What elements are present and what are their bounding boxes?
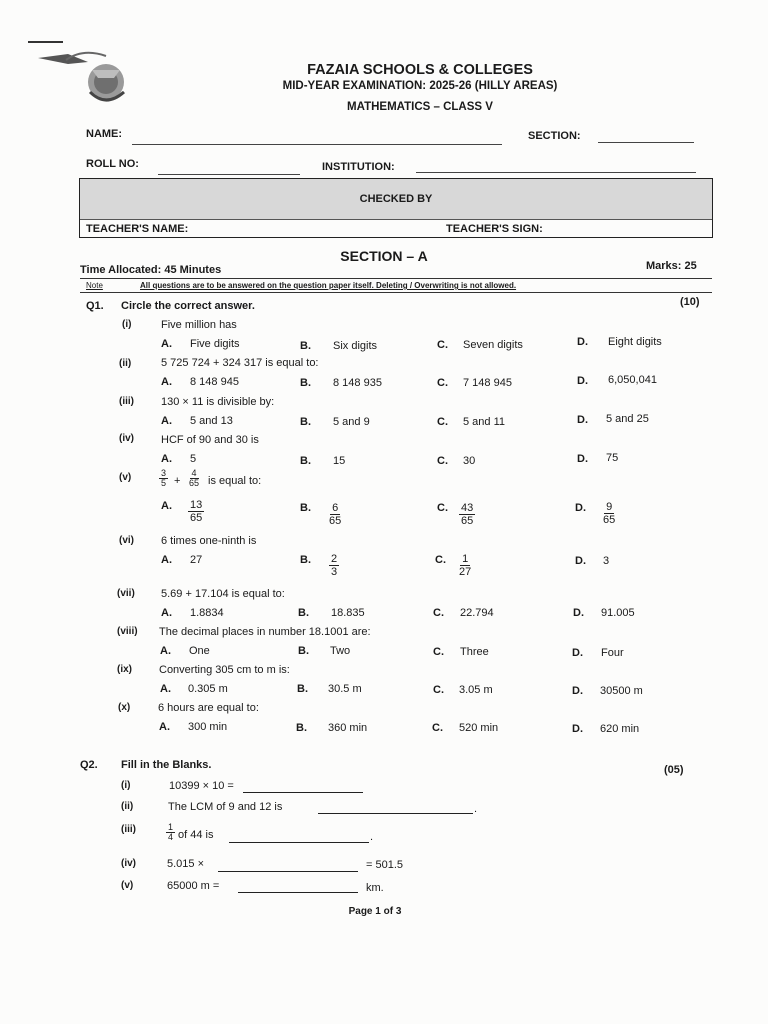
option-letter-d: D. (577, 414, 588, 426)
option-b[interactable]: 360 min (328, 722, 368, 734)
q1-roman: (x) (118, 702, 131, 713)
option-a[interactable]: 0.305 m (188, 683, 228, 695)
option-a[interactable]: 27 (190, 554, 203, 566)
q1-title: Circle the correct answer. (121, 300, 255, 312)
option-letter-a: A. (161, 607, 172, 619)
q2-text-after: km. (366, 882, 384, 894)
fraction-numerator: 43 (461, 502, 474, 514)
option-d[interactable]: Eight digits (608, 336, 662, 348)
option-b[interactable]: Six digits (333, 340, 378, 352)
fraction-numerator: 13 (190, 499, 203, 511)
checked-by-title: CHECKED BY (359, 193, 433, 205)
note-label: Note (86, 281, 103, 290)
option-a[interactable]: 5 and 13 (190, 415, 233, 427)
q2-text: of 44 is (178, 829, 214, 841)
q1-roman: (ii) (119, 358, 132, 369)
fraction-numerator: 6 (332, 502, 339, 514)
q1-number: Q1. (86, 300, 104, 312)
option-letter-b: B. (300, 377, 311, 389)
fraction-numerator: 3 (161, 468, 167, 478)
name-label: NAME: (86, 128, 123, 140)
q2-roman: (iii) (121, 824, 136, 835)
answer-blank[interactable] (229, 842, 369, 843)
marks-total: Marks: 25 (646, 260, 697, 272)
q1-roman: (vi) (119, 535, 134, 546)
q2-text-after: . (370, 831, 374, 843)
option-letter-d: D. (575, 502, 586, 514)
option-letter-a: A. (161, 554, 172, 566)
section-a-title: SECTION – A (340, 248, 428, 264)
option-d[interactable]: 30500 m (600, 685, 643, 697)
option-b[interactable]: 30.5 m (328, 683, 362, 695)
option-c[interactable]: Three (460, 646, 489, 658)
option-a[interactable]: 1.8834 (190, 607, 224, 619)
option-letter-c: C. (437, 416, 448, 428)
option-b[interactable]: 5 and 9 (333, 416, 370, 428)
page-number: Page 1 of 3 (348, 906, 402, 917)
q1-roman: (iv) (119, 433, 134, 444)
teacher-name-label: TEACHER'S NAME: (86, 223, 189, 235)
option-d[interactable] (603, 501, 615, 526)
section-field[interactable] (598, 142, 694, 143)
q2-title: Fill in the Blanks. (121, 759, 212, 771)
q1-stem: Converting 305 cm to m is: (159, 664, 290, 676)
option-a[interactable] (188, 499, 204, 524)
option-letter-b: B. (298, 607, 309, 619)
fraction-denominator: 65 (461, 515, 474, 527)
note-rule-bottom (80, 292, 712, 293)
option-letter-b: B. (300, 416, 311, 428)
fraction-numerator: 1 (168, 822, 174, 832)
q1-stem: 5 725 724 + 324 317 is equal to: (161, 357, 319, 369)
school-logo (28, 38, 138, 108)
q2-text: 65000 m = (167, 880, 220, 892)
exam-title: MID-YEAR EXAMINATION: 2025-26 (HILLY AREAS) (282, 80, 558, 92)
option-a[interactable]: One (189, 645, 210, 657)
q1-roman: (vii) (117, 588, 135, 599)
q1-stem: 130 × 11 is divisible by: (161, 396, 275, 408)
option-letter-c: C. (437, 502, 448, 514)
q1-roman: (ix) (117, 664, 132, 675)
option-letter-a: A. (161, 376, 172, 388)
option-letter-d: D. (572, 723, 583, 735)
option-a[interactable]: 5 (190, 453, 197, 465)
option-a[interactable]: 300 min (188, 721, 228, 733)
q2-text: The LCM of 9 and 12 is (168, 801, 283, 813)
option-c[interactable]: Seven digits (463, 339, 523, 351)
answer-blank[interactable] (318, 813, 473, 814)
option-letter-c: C. (437, 377, 448, 389)
q1-roman: (i) (122, 319, 132, 330)
option-letter-d: D. (572, 685, 583, 697)
q2-roman: (v) (121, 880, 134, 891)
option-b[interactable] (329, 502, 341, 527)
option-c[interactable]: 3.05 m (459, 684, 493, 696)
option-letter-a: A. (161, 338, 172, 350)
option-letter-d: D. (575, 555, 586, 567)
q1-stem: is equal to: (208, 475, 262, 487)
q2-text-after: . (474, 803, 478, 815)
teacher-sign-label: TEACHER'S SIGN: (446, 223, 543, 235)
q2-roman: (i) (121, 780, 131, 791)
option-letter-b: B. (296, 722, 307, 734)
checked-by-band (80, 179, 712, 220)
q2-number: Q2. (80, 759, 98, 771)
fraction (189, 469, 199, 488)
name-field[interactable] (132, 144, 502, 145)
option-c[interactable]: 22.794 (460, 607, 494, 619)
option-letter-c: C. (432, 722, 443, 734)
subject-title: MATHEMATICS – CLASS V (347, 101, 493, 113)
fraction-numerator: 1 (462, 553, 469, 565)
answer-blank[interactable] (218, 871, 358, 872)
option-c[interactable]: 7 148 945 (463, 377, 512, 389)
fraction-numerator: 9 (606, 501, 613, 513)
note-rule-top (80, 278, 712, 279)
answer-blank[interactable] (238, 892, 358, 893)
option-a[interactable]: Five digits (190, 338, 240, 350)
option-d[interactable]: Four (601, 647, 624, 659)
school-name: FAZAIA SCHOOLS & COLLEGES (307, 62, 533, 78)
option-letter-c: C. (437, 455, 448, 467)
roll-label: ROLL NO: (86, 158, 139, 170)
option-b[interactable]: 8 148 935 (333, 377, 382, 389)
option-d[interactable]: 3 (603, 555, 610, 567)
option-c[interactable]: 520 min (459, 722, 499, 734)
q2-text: 10399 × 10 = (169, 780, 234, 792)
q1-marks: (10) (680, 296, 700, 308)
option-letter-b: B. (298, 645, 309, 657)
fraction-numerator: 2 (331, 553, 338, 565)
option-letter-d: D. (572, 647, 583, 659)
fraction-denominator: 5 (161, 478, 167, 488)
q2-text: 5.015 × (167, 858, 205, 870)
option-letter-b: B. (300, 502, 311, 514)
option-letter-d: D. (577, 336, 588, 348)
option-b[interactable] (329, 553, 339, 578)
fraction-denominator: 65 (603, 514, 616, 526)
option-letter-b: B. (300, 340, 311, 352)
option-b[interactable]: Two (330, 645, 351, 657)
note-text: All questions are to be answered on the question paper itself. Deleting / Overwriting is not allowed. (140, 281, 517, 290)
option-d[interactable]: 620 min (600, 723, 640, 735)
option-c[interactable]: 30 (463, 455, 476, 467)
q2-roman: (ii) (121, 801, 134, 812)
option-letter-a: A. (161, 453, 172, 465)
option-a[interactable]: 8 148 945 (190, 376, 239, 388)
option-b[interactable]: 15 (333, 455, 346, 467)
option-letter-b: B. (297, 683, 308, 695)
option-c[interactable] (459, 553, 471, 578)
checked-by-box (79, 178, 713, 238)
q1-stem: 5.69 + 17.104 is equal to: (161, 588, 285, 600)
q2-marks: (05) (664, 764, 684, 776)
fraction-denominator: 3 (331, 566, 338, 578)
fraction (159, 469, 168, 488)
option-letter-a: A. (161, 415, 172, 427)
fraction-denominator: 65 (329, 515, 342, 527)
option-letter-a: A. (161, 500, 172, 512)
option-letter-a: A. (159, 721, 170, 733)
answer-blank[interactable] (243, 792, 363, 793)
q1-stem: HCF of 90 and 30 is (161, 434, 259, 446)
option-letter-c: C. (435, 554, 446, 566)
q1-roman: (viii) (117, 626, 138, 637)
q1-stem: 6 times one-ninth is (161, 535, 257, 547)
fraction (166, 823, 175, 842)
q1-stem: Five million has (161, 319, 237, 331)
option-letter-d: D. (577, 375, 588, 387)
roll-field[interactable] (158, 174, 300, 175)
option-letter-c: C. (433, 607, 444, 619)
option-letter-d: D. (573, 607, 584, 619)
fraction-denominator: 65 (189, 478, 200, 488)
fraction-numerator: 4 (191, 468, 197, 478)
institution-field[interactable] (416, 172, 696, 173)
plus-sign: + (174, 475, 181, 487)
option-b[interactable]: 18.835 (331, 607, 365, 619)
option-d[interactable]: 91.005 (601, 607, 635, 619)
fraction-denominator: 27 (459, 566, 472, 578)
q2-text-after: = 501.5 (366, 859, 404, 871)
option-letter-b: B. (300, 455, 311, 467)
section-label: SECTION: (528, 130, 581, 142)
time-allocated: Time Allocated: 45 Minutes (80, 264, 222, 276)
option-d[interactable]: 6,050,041 (608, 374, 657, 386)
q1-roman: (v) (119, 472, 132, 483)
option-letter-c: C. (433, 684, 444, 696)
option-d[interactable]: 75 (606, 452, 619, 464)
fraction-denominator: 65 (190, 512, 203, 524)
fraction-denominator: 4 (168, 832, 174, 842)
q1-stem: 6 hours are equal to: (158, 702, 259, 714)
option-letter-c: C. (437, 339, 448, 351)
q1-stem: The decimal places in number 18.1001 are: (159, 626, 371, 638)
q2-roman: (iv) (121, 858, 136, 869)
option-letter-d: D. (577, 453, 588, 465)
option-c[interactable]: 5 and 11 (463, 416, 506, 428)
option-letter-a: A. (160, 683, 171, 695)
option-d[interactable]: 5 and 25 (606, 413, 649, 425)
q1-roman: (iii) (119, 396, 134, 407)
option-letter-b: B. (300, 554, 311, 566)
option-letter-c: C. (433, 646, 444, 658)
option-letter-a: A. (160, 645, 171, 657)
option-c[interactable] (459, 502, 475, 527)
institution-label: INSTITUTION: (322, 161, 395, 173)
